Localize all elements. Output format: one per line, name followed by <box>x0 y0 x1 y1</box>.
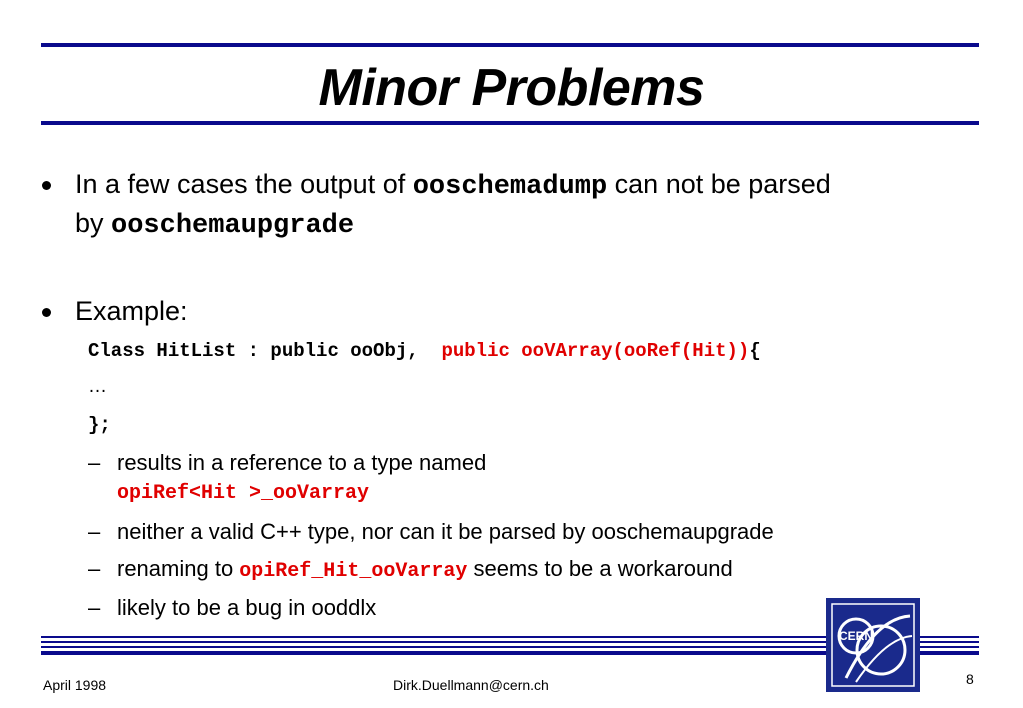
subitem-invalid: neither a valid C++ type, nor can it be parsed by ooschemaupgrade <box>117 519 774 544</box>
page-number: 8 <box>966 671 974 687</box>
code-black: Class HitList : public ooObj, <box>88 340 442 362</box>
footer-email: Dirk.Duellmann@cern.ch <box>393 677 549 693</box>
bullet-example: Example: <box>75 296 188 326</box>
title-underline <box>41 121 979 125</box>
cern-logo <box>826 598 920 692</box>
top-rule <box>41 43 979 47</box>
bullet-text: can not be parsed <box>607 169 831 199</box>
subitem-text: results in a reference to a type named <box>117 450 487 475</box>
dash: – <box>88 556 101 581</box>
page-title: Minor Problems <box>318 59 705 117</box>
code-ooschemaupgrade: ooschemaupgrade <box>111 211 355 241</box>
subitem-text: seems to be a workaround <box>467 556 733 581</box>
code-line-ellipsis: … <box>88 376 107 397</box>
bullet-text: In a few cases the output of <box>75 169 413 199</box>
code-brace: { <box>749 340 761 362</box>
code-line-close: }; <box>88 414 111 436</box>
bullet-dot <box>42 308 51 317</box>
bullet-ooschemadump <box>75 166 975 244</box>
code-ooschemadump: ooschemadump <box>412 172 608 202</box>
bullet-dot <box>42 181 51 190</box>
subitem-renaming <box>117 555 733 586</box>
subitem-bug: likely to be a bug in ooddlx <box>117 595 377 620</box>
footer-date: April 1998 <box>43 677 107 693</box>
code-line-class <box>88 339 761 363</box>
dash: – <box>88 519 101 544</box>
dash: – <box>88 450 101 475</box>
subitem-text: renaming to <box>117 556 240 581</box>
dash: – <box>88 595 101 620</box>
svg-text:CERN: CERN <box>838 629 874 643</box>
code-red: public ooVArray(ooRef(Hit)) <box>441 340 750 362</box>
code-type-name: opiRef<Hit >_ooVarray <box>117 482 370 505</box>
bullet-text: by <box>75 208 112 238</box>
code-workaround-name: opiRef_Hit_ooVarray <box>239 560 468 583</box>
subitem-reference <box>117 449 486 508</box>
